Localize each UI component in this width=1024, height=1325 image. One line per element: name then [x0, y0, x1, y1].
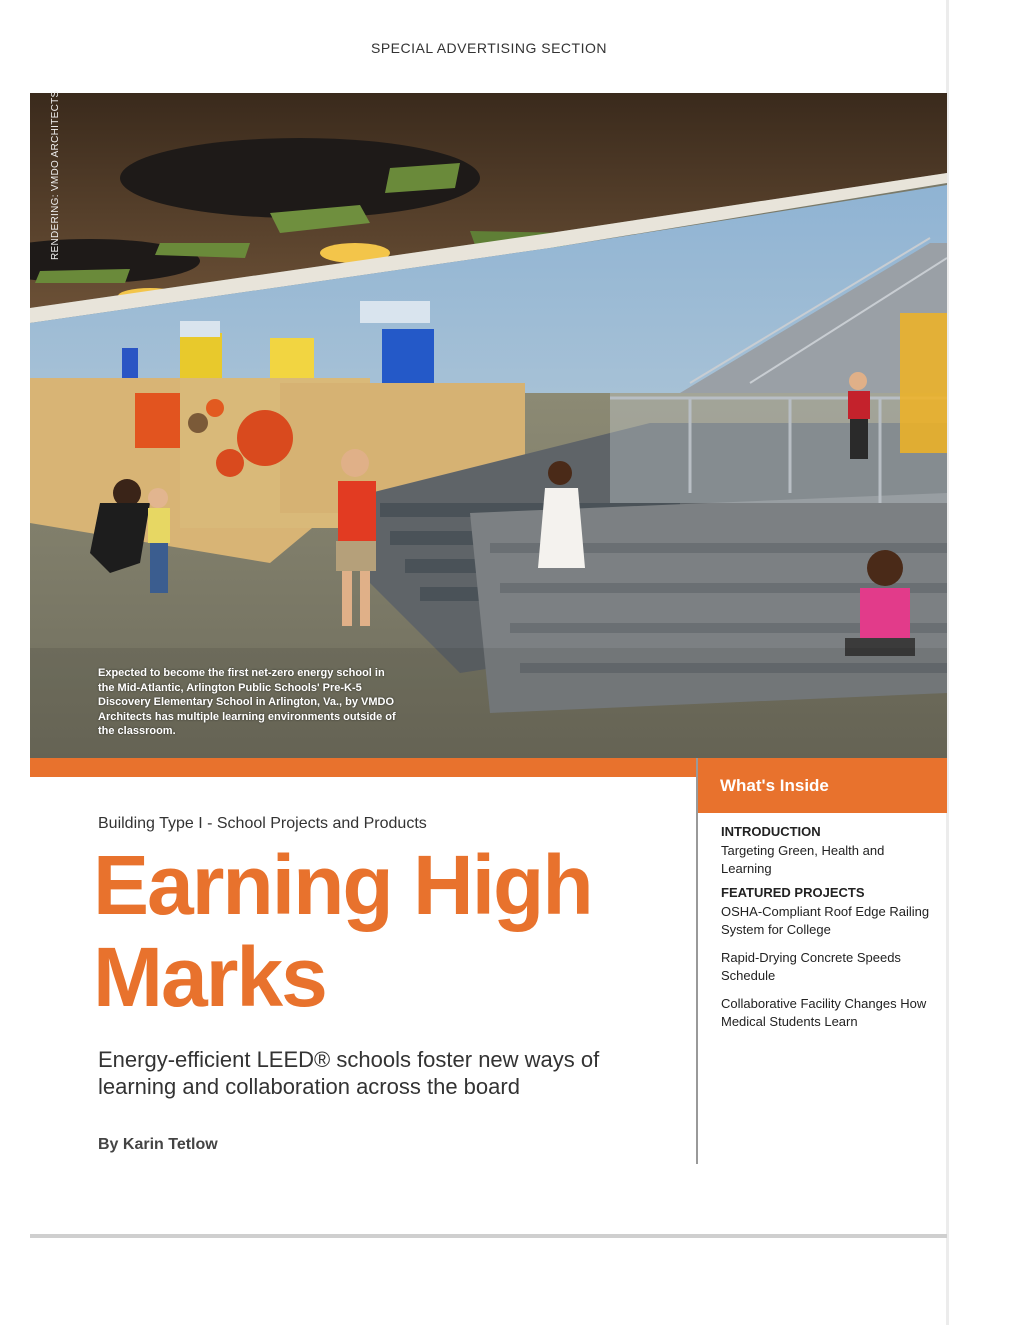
accent-band [30, 758, 697, 777]
toc-item: Targeting Green, Health and Learning [721, 843, 885, 876]
section-header: SPECIAL ADVERTISING SECTION [370, 40, 607, 56]
toc-item: OSHA-Compliant Roof Edge Railing System for College [721, 904, 930, 937]
bottom-rule [30, 1234, 947, 1238]
article-byline: By Karin Tetlow [98, 1136, 218, 1153]
toc-item: Collaborative Facility Changes How Medical Students Learn [721, 996, 927, 1029]
toc-section-label: FEATURED PROJECTS [721, 885, 865, 900]
photo-caption: Expected to become the first net-zero energy school in the Mid-Atlantic, Arlington Public Schools' Pre-K-5 Discovery Elementary School in Arlington, Va., by VMDO Architects has multiple learning environments outside of the classroom. [98, 667, 396, 737]
toc-section-label: INTRODUCTION [721, 824, 821, 839]
table-of-contents [721, 823, 936, 1041]
article-title-line-2: Marks [93, 930, 326, 1024]
article-title [93, 839, 693, 1023]
article-kicker: Building Type I - School Projects and Products [98, 815, 427, 832]
article-title-line-1: Earning High [93, 838, 592, 932]
hero-photo [30, 90, 947, 758]
toc-item: Rapid-Drying Concrete Speeds Schedule [721, 950, 901, 983]
article-subtitle: Energy-efficient LEED® schools foster new ways of learning and collaboration across the board [98, 1047, 600, 1099]
column-divider [696, 758, 698, 1164]
photo-credit: RENDERING: VMDO ARCHITECTS [50, 90, 61, 260]
whats-inside-title: What's Inside [720, 776, 829, 795]
school-atrium-illustration [30, 90, 947, 758]
